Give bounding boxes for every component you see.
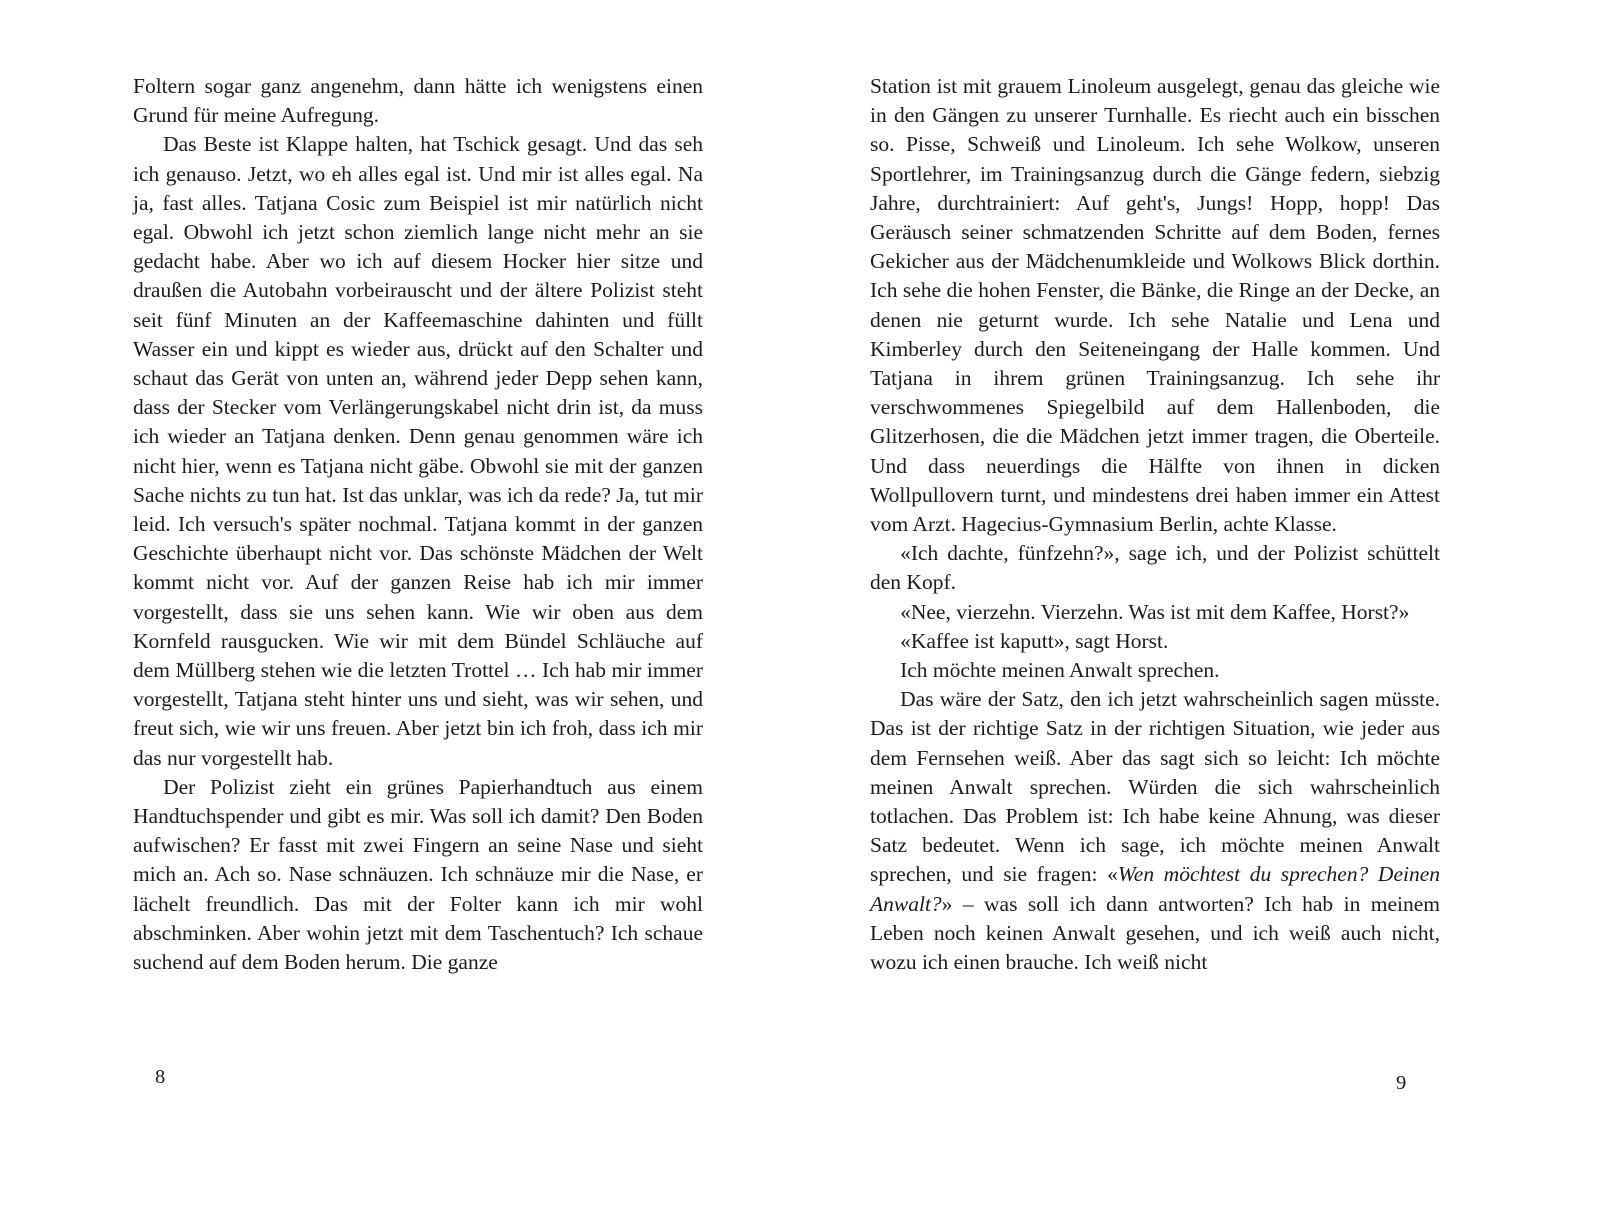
paragraph: «Nee, vierzehn. Vierzehn. Was ist mit dem Kaffee, Horst?»: [900, 599, 1410, 624]
paragraph: Ich möchte meinen Anwalt sprechen.: [900, 658, 1220, 683]
page-number-left: 8: [155, 1066, 166, 1088]
paragraph: «Kaffee ist kaputt», sagt Horst.: [900, 628, 1169, 653]
paragraph: Das wäre der Satz, den ich jetzt wahrscheinlich sagen müsste. Das ist der richtige Satz in der richtigen Situation, wie jeder aus dem Fernsehen weiß. Aber das sagt sich so leicht: Ich möchte meinen Anwalt sprechen. Würden die sich wahrscheinlich totlachen. Das Problem ist: Ich habe keine Ahnung, was dieser Satz bedeutet. Wenn ich sage, ich möchte meinen Anwalt sprechen, und sie fragen: «Wen möchtest du sprechen? Deinen Anwalt?» – was soll ich dann antworten? Ich hab in meinem Leben noch keinen Anwalt gesehen, und ich weiß auch nicht, wozu ich einen brauche. Ich weiß nicht: [870, 687, 1440, 975]
paragraph: Der Polizist zieht ein grünes Papierhandtuch aus einem Handtuchspender und gibt es mir. Was soll ich damit? Den Boden aufwischen? Er fasst mit zwei Fingern an seine Nase und sieht mich an. Ach so. Nase schnäuzen. Ich schnäuze mir die Nase, er lächelt freundlich. Das mit der Folter kann ich mir wohl abschminken. Aber wohin jetzt mit dem Taschentuch? Ich schaue suchend auf dem Boden herum. Die ganze: [133, 774, 703, 975]
paragraph: Das Beste ist Klappe halten, hat Tschick gesagt. Und das seh ich genauso. Jetzt, wo eh alles egal ist. Und mir ist alles egal. Na ja, fast alles. Tatjana Cosic zum Beispiel ist mir natürlich nicht egal. Obwohl ich jetzt schon ziemlich lange nicht mehr an sie gedacht habe. Aber wo ich auf diesem Hocker hier sitze und draußen die Autobahn vorbeirauscht und der ältere Polizist steht seit fünf Minuten an der Kaffeemaschine dahinten und füllt Wasser ein und kippt es wieder aus, drückt auf den Schalter und schaut das Gerät von unten an, während jeder Depp sehen kann, dass der Stecker vom Verlängerungskabel nicht drin ist, da muss ich wieder an Tatjana denken. Denn genau genommen wäre ich nicht hier, wenn es Tatjana nicht gäbe. Obwohl sie mit der ganzen Sache nichts zu tun hat. Ist das unklar, was ich da rede? Ja, tut mir leid. Ich versuch's später nochmal. Tatjana kommt in der ganzen Geschichte überhaupt nicht vor. Das schönste Mädchen der Welt kommt nicht vor. Auf der ganzen Reise hab ich mir immer vorgestellt, dass sie uns sehen kann. Wie wir oben aus dem Kornfeld rausgucken. Wie wir mit dem Bündel Schläuche auf dem Müllberg stehen wie die letzten Trottel … Ich hab mir immer vorgestellt, Tatjana steht hinter uns und sieht, was wir sehen, und freut sich, wie wir uns freuen. Aber jetzt bin ich froh, dass ich mir das nur vorgestellt hab.: [133, 132, 703, 770]
page-right-text: [870, 72, 1440, 977]
paragraph: «Ich dachte, fünfzehn?», sage ich, und der Polizist schüttelt den Kopf.: [870, 541, 1440, 595]
page-number-right: 9: [1396, 1072, 1407, 1094]
paragraph: Station ist mit grauem Linoleum ausgelegt, genau das gleiche wie in den Gängen zu unserer Turnhalle. Es riecht auch ein bisschen so. Pisse, Schweiß und Linoleum. Ich sehe Wolkow, unseren Sportlehrer, im Trainingsanzug durch die Gänge federn, siebzig Jahre, durchtrainiert: Auf geht's, Jungs! Hopp, hopp! Das Geräusch seiner schmatzenden Schritte auf dem Boden, fernes Gekicher aus der Mädchenumkleide und Wolkows Blick dorthin. Ich sehe die hohen Fenster, die Bänke, die Ringe an der Decke, an denen nie geturnt wurde. Ich sehe Natalie und Lena und Kimberley durch den Seiteneingang der Halle kommen. Und Tatjana in ihrem grünen Trainingsanzug. Ich sehe ihr verschwommenes Spiegelbild auf dem Hallenboden, die Glitzerhosen, die die Mädchen jetzt immer tragen, die Oberteile. Und dass neuerdings die Hälfte von ihnen in dicken Wollpullovern turnt, und mindestens drei haben immer ein Attest vom Arzt. Hagecius-Gymnasium Berlin, achte Klasse.: [870, 74, 1440, 537]
paragraph: Foltern sogar ganz angenehm, dann hätte ich wenigstens einen Grund für meine Aufregung.: [133, 74, 703, 128]
page-left-text: [133, 72, 703, 977]
